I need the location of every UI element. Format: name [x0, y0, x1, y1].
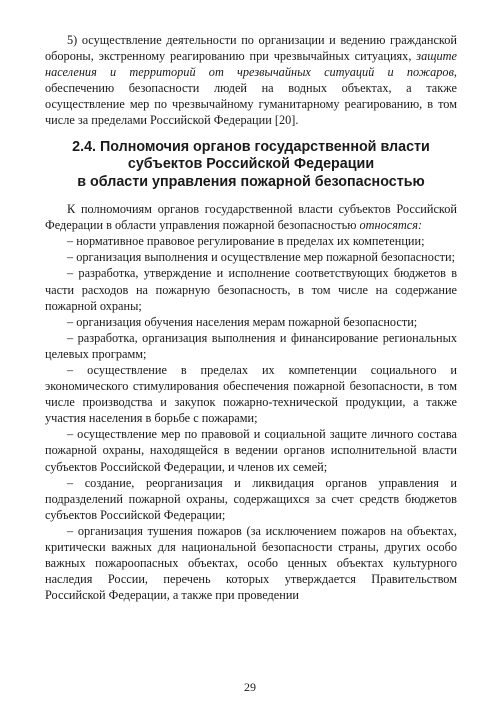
lead-text: К полномочиям органов государственной власти субъектов Российской Федерации в области управления пожарной безопасностью: [45, 202, 457, 233]
intro-text-1: 5) осуществление деятельности по организации и ведению гражданской обороны, экстренному реагированию при чрезвычайных ситуациях,: [45, 33, 457, 64]
list-item: – разработка, утверждение и исполнение соответствующих бюджетов в части расходов на пожарную безопасность, в том числе на содержание пожарной охраны;: [45, 266, 457, 313]
intro-text-italic: защите населения и территорий от чрезвычайных ситуаций и пожаров: [45, 49, 457, 80]
section-heading: [45, 139, 457, 192]
list-item: – осуществление мер по правовой и социальной защите личного состава пожарной охраны, находящейся в ведении органов исполнительной власти субъектов Российской Федерации, и членов их семей;: [45, 427, 457, 474]
list-item: – разработка, организация выполнения и финансирование региональных целевых программ;: [45, 330, 457, 361]
list-item: – организация выполнения и осуществление мер пожарной безопасности;: [67, 250, 456, 265]
list-item: – нормативное правовое регулирование в пределах их компетенции;: [67, 234, 425, 249]
heading-line-2: субъектов Российской Федерации: [127, 156, 375, 173]
list-item: – создание, реорганизация и ликвидация органов управления и подразделений пожарной охраны, содержащихся за счет средств бюджетов субъектов Российской Федерации;: [45, 475, 457, 522]
intro-text-2: , обеспечению безопасности людей на водных объектах, а также осуществление мер по чрезвычайному гуманитарному реагированию, в том числе за пределами Российской Федерации [20].: [45, 65, 457, 128]
lead-paragraph: [45, 201, 457, 233]
lead-text-italic: относятся:: [359, 218, 423, 233]
page-number: 29: [244, 680, 256, 694]
intro-paragraph: [45, 32, 457, 129]
list-item: – осуществление в пределах их компетенции социального и экономического стимулирования обеспечения пожарной безопасности, в том числе производства и закупок пожарно-технической продукции, а также участия населения в борьбе с пожарами;: [45, 363, 457, 426]
heading-line-3: в области управления пожарной безопасностью: [77, 173, 425, 190]
document-page: [45, 32, 457, 603]
heading-line-1: 2.4. Полномочия органов государственной власти: [72, 138, 430, 155]
list-item: – организация обучения населения мерам пожарной безопасности;: [67, 314, 418, 329]
list-item: – организация тушения пожаров (за исключением пожаров на объектах, критически важных для национальной безопасности страны, других особо важных пожароопасных объектах, особо ценных объектах культурного наследия России, перечень которых утверждается Правительством Российской Федерации, а также при проведении: [45, 523, 457, 603]
